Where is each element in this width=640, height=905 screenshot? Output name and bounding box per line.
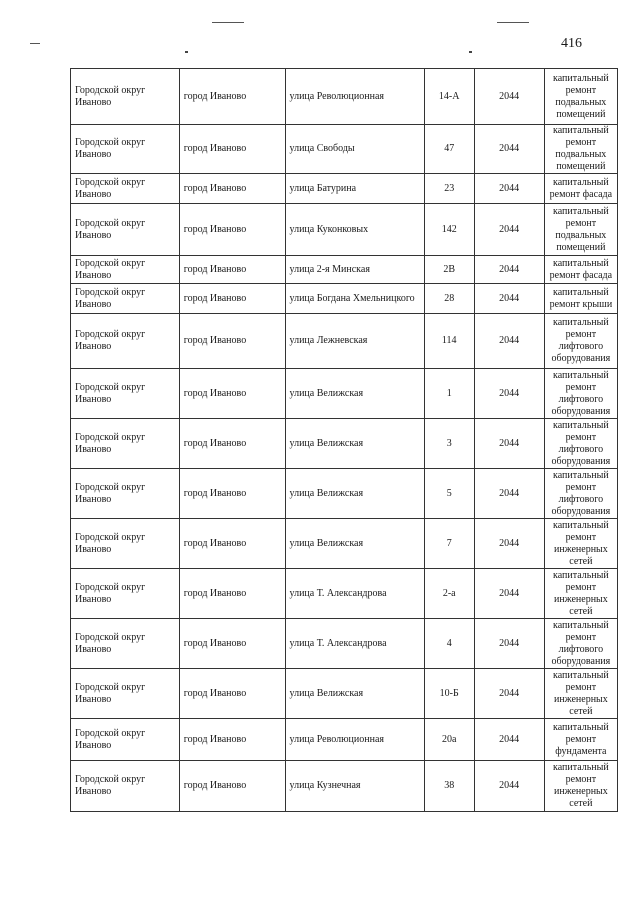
street-cell: улица Свободы <box>285 125 424 174</box>
street-cell: улица Лежневская <box>285 314 424 369</box>
okrug-cell: Городской округ Иваново <box>71 719 180 761</box>
city-cell: город Иваново <box>179 569 285 619</box>
house-number-cell: 28 <box>424 284 474 314</box>
street-cell: улица 2-я Минская <box>285 256 424 284</box>
house-number-cell: 10-Б <box>424 669 474 719</box>
okrug-cell: Городской округ Иваново <box>71 519 180 569</box>
work-type-cell: капитальный ремонт лифтового оборудования <box>544 419 617 469</box>
city-cell: город Иваново <box>179 469 285 519</box>
table-row <box>71 369 618 419</box>
city-cell: город Иваново <box>179 174 285 204</box>
table-row <box>71 761 618 812</box>
table-body <box>71 69 618 812</box>
street-cell: улица Велижская <box>285 519 424 569</box>
city-cell: город Иваново <box>179 125 285 174</box>
okrug-cell: Городской округ Иваново <box>71 619 180 669</box>
work-type-cell: капитальный ремонт фасада <box>544 174 617 204</box>
house-number-cell: 7 <box>424 519 474 569</box>
table-row <box>71 619 618 669</box>
house-number-cell: 3 <box>424 419 474 469</box>
house-number-cell: 5 <box>424 469 474 519</box>
table-row <box>71 204 618 256</box>
work-type-cell: капитальный ремонт подвальных помещений <box>544 204 617 256</box>
table-row <box>71 419 618 469</box>
year-cell: 2044 <box>474 174 544 204</box>
year-cell: 2044 <box>474 369 544 419</box>
work-type-cell: капитальный ремонт подвальных помещений <box>544 125 617 174</box>
street-cell: улица Т. Александрова <box>285 569 424 619</box>
table-row <box>71 69 618 125</box>
city-cell: город Иваново <box>179 761 285 812</box>
city-cell: город Иваново <box>179 284 285 314</box>
city-cell: город Иваново <box>179 719 285 761</box>
scan-mark <box>30 43 40 44</box>
street-cell: улица Велижская <box>285 469 424 519</box>
street-cell: улица Богдана Хмельницкого <box>285 284 424 314</box>
okrug-cell: Городской округ Иваново <box>71 761 180 812</box>
city-cell: город Иваново <box>179 619 285 669</box>
house-number-cell: 1 <box>424 369 474 419</box>
scan-mark <box>497 22 529 23</box>
work-type-cell: капитальный ремонт крыши <box>544 284 617 314</box>
okrug-cell: Городской округ Иваново <box>71 569 180 619</box>
table-row <box>71 314 618 369</box>
house-number-cell: 114 <box>424 314 474 369</box>
year-cell: 2044 <box>474 519 544 569</box>
city-cell: город Иваново <box>179 69 285 125</box>
repair-schedule-table <box>70 68 618 812</box>
city-cell: город Иваново <box>179 314 285 369</box>
work-type-cell: капитальный ремонт инженерных сетей <box>544 761 617 812</box>
year-cell: 2044 <box>474 469 544 519</box>
table-row <box>71 519 618 569</box>
year-cell: 2044 <box>474 256 544 284</box>
year-cell: 2044 <box>474 204 544 256</box>
work-type-cell: капитальный ремонт инженерных сетей <box>544 669 617 719</box>
table-row <box>71 569 618 619</box>
house-number-cell: 20а <box>424 719 474 761</box>
street-cell: улица Велижская <box>285 419 424 469</box>
okrug-cell: Городской округ Иваново <box>71 174 180 204</box>
year-cell: 2044 <box>474 125 544 174</box>
page-number: 416 <box>561 36 582 51</box>
house-number-cell: 38 <box>424 761 474 812</box>
city-cell: город Иваново <box>179 669 285 719</box>
table-row <box>71 256 618 284</box>
house-number-cell: 2В <box>424 256 474 284</box>
street-cell: улица Батурина <box>285 174 424 204</box>
okrug-cell: Городской округ Иваново <box>71 125 180 174</box>
street-cell: улица Кузнечная <box>285 761 424 812</box>
street-cell: улица Велижская <box>285 669 424 719</box>
okrug-cell: Городской округ Иваново <box>71 419 180 469</box>
scan-mark <box>469 51 472 53</box>
year-cell: 2044 <box>474 719 544 761</box>
okrug-cell: Городской округ Иваново <box>71 284 180 314</box>
house-number-cell: 14-А <box>424 69 474 125</box>
scan-mark <box>185 51 188 53</box>
year-cell: 2044 <box>474 619 544 669</box>
city-cell: город Иваново <box>179 519 285 569</box>
okrug-cell: Городской округ Иваново <box>71 256 180 284</box>
okrug-cell: Городской округ Иваново <box>71 204 180 256</box>
street-cell: улица Куконковых <box>285 204 424 256</box>
table-row <box>71 669 618 719</box>
okrug-cell: Городской округ Иваново <box>71 314 180 369</box>
city-cell: город Иваново <box>179 256 285 284</box>
year-cell: 2044 <box>474 419 544 469</box>
table-row <box>71 284 618 314</box>
work-type-cell: капитальный ремонт лифтового оборудования <box>544 314 617 369</box>
street-cell: улица Велижская <box>285 369 424 419</box>
year-cell: 2044 <box>474 314 544 369</box>
city-cell: город Иваново <box>179 419 285 469</box>
okrug-cell: Городской округ Иваново <box>71 69 180 125</box>
street-cell: улица Революционная <box>285 719 424 761</box>
city-cell: город Иваново <box>179 204 285 256</box>
house-number-cell: 2-а <box>424 569 474 619</box>
table-row <box>71 719 618 761</box>
table-row <box>71 174 618 204</box>
table-row <box>71 469 618 519</box>
year-cell: 2044 <box>474 284 544 314</box>
work-type-cell: капитальный ремонт лифтового оборудования <box>544 619 617 669</box>
year-cell: 2044 <box>474 761 544 812</box>
work-type-cell: капитальный ремонт инженерных сетей <box>544 569 617 619</box>
house-number-cell: 142 <box>424 204 474 256</box>
city-cell: город Иваново <box>179 369 285 419</box>
work-type-cell: капитальный ремонт фасада <box>544 256 617 284</box>
work-type-cell: капитальный ремонт лифтового оборудования <box>544 469 617 519</box>
work-type-cell: капитальный ремонт фундамента <box>544 719 617 761</box>
street-cell: улица Т. Александрова <box>285 619 424 669</box>
house-number-cell: 4 <box>424 619 474 669</box>
house-number-cell: 47 <box>424 125 474 174</box>
street-cell: улица Революционная <box>285 69 424 125</box>
year-cell: 2044 <box>474 669 544 719</box>
year-cell: 2044 <box>474 69 544 125</box>
okrug-cell: Городской округ Иваново <box>71 469 180 519</box>
scan-mark <box>212 22 244 23</box>
work-type-cell: капитальный ремонт лифтового оборудования <box>544 369 617 419</box>
okrug-cell: Городской округ Иваново <box>71 369 180 419</box>
okrug-cell: Городской округ Иваново <box>71 669 180 719</box>
year-cell: 2044 <box>474 569 544 619</box>
table-row <box>71 125 618 174</box>
work-type-cell: капитальный ремонт подвальных помещений <box>544 69 617 125</box>
work-type-cell: капитальный ремонт инженерных сетей <box>544 519 617 569</box>
house-number-cell: 23 <box>424 174 474 204</box>
